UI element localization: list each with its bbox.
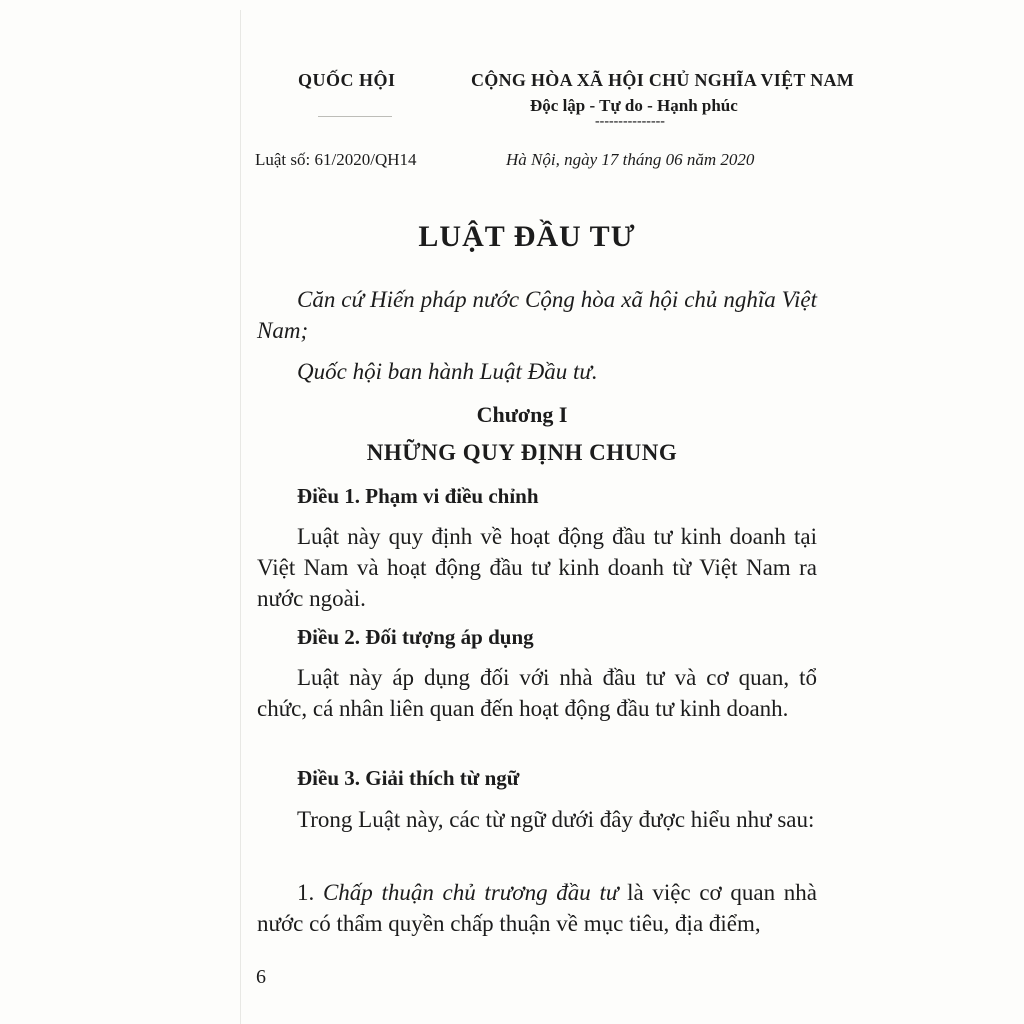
issuing-body: QUỐC HỘI bbox=[298, 70, 396, 90]
article-3-heading: Điều 3. Giải thích từ ngữ bbox=[297, 766, 520, 790]
article-2-heading: Điều 2. Đối tượng áp dụng bbox=[297, 625, 534, 649]
org-underline bbox=[318, 116, 392, 117]
chapter-title: NHỮNG QUY ĐỊNH CHUNG bbox=[366, 440, 678, 465]
preamble-basis: Căn cứ Hiến pháp nước Cộng hòa xã hội chủ nghĩa Việt Nam; bbox=[257, 287, 817, 343]
article-1-body: Luật này quy định về hoạt động đầu tư kinh doanh tại Việt Nam và hoạt động đầu tư kinh doanh từ Việt Nam ra nước ngoài. bbox=[257, 524, 817, 611]
chapter-number: Chương I bbox=[476, 402, 568, 427]
page-number: 6 bbox=[256, 966, 266, 988]
article-2-body: Luật này áp dụng đối với nhà đầu tư và cơ quan, tổ chức, cá nhân liên quan đến hoạt động đầu tư kinh doanh. bbox=[257, 665, 817, 721]
national-motto: Độc lập - Tự do - Hạnh phúc bbox=[530, 96, 738, 115]
motto-underline: --------------- bbox=[595, 114, 665, 129]
preamble-enactment: Quốc hội ban hành Luật Đầu tư. bbox=[297, 359, 598, 384]
article-3-item-1 bbox=[257, 877, 817, 939]
law-number: Luật số: 61/2020/QH14 bbox=[255, 150, 417, 169]
item-1-term: Chấp thuận chủ trương đầu tư bbox=[322, 880, 619, 905]
article-1-heading: Điều 1. Phạm vi điều chỉnh bbox=[297, 484, 539, 508]
national-title: CỘNG HÒA XÃ HỘI CHỦ NGHĨA VIỆT NAM bbox=[471, 70, 855, 90]
page-edge-line bbox=[240, 10, 241, 1024]
document-title: LUẬT ĐẦU TƯ bbox=[418, 220, 636, 253]
item-1-number: 1. bbox=[297, 880, 323, 905]
article-3-body: Trong Luật này, các từ ngữ dưới đây được hiểu như sau: bbox=[297, 807, 815, 832]
item-1-text: là việc cơ quan nhà nước có thẩm quyền chấp thuận về mục tiêu, địa điểm, bbox=[257, 880, 817, 936]
place-date: Hà Nội, ngày 17 tháng 06 năm 2020 bbox=[506, 150, 755, 169]
